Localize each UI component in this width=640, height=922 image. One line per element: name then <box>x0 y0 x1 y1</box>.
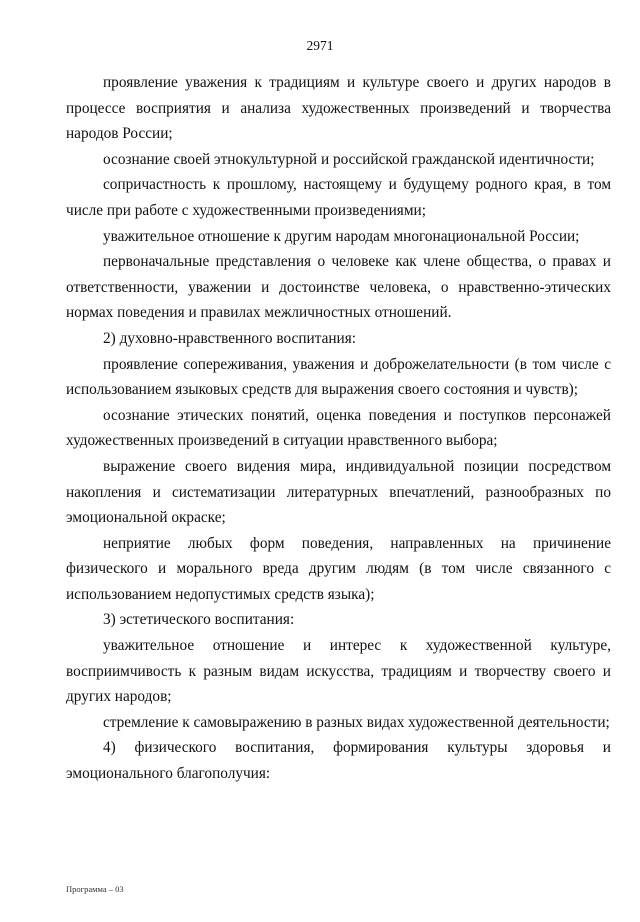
page-footer: Программа – 03 <box>66 884 124 894</box>
section-heading-spiritual-moral: 2) духовно-нравственного воспитания: <box>103 329 357 347</box>
paragraph-empathy: проявление сопереживания, уважения и доброжелательности (в том числе с использованием языковых средств для выражения своего состояния и чувств); <box>66 355 611 399</box>
paragraph-respect-peoples: уважительное отношение к другим народам многонациональной России; <box>103 227 580 245</box>
paragraph-self-expression: стремление к самовыражению в разных видах художественной деятельности; <box>103 713 610 731</box>
paragraph-world-vision: выражение своего видения мира, индивидуальной позиции посредством накопления и систематизации литературных впечатлений, разнообразных по эмоциональной окраске; <box>66 457 611 527</box>
paragraph-human-society: первоначальные представления о человеке как члене общества, о правах и ответственности, уважении и достоинстве человека, о нравственно-этических нормах поведения и правилах межличностных отношений. <box>66 253 611 322</box>
paragraph-ethnocultural-identity: осознание своей этнокультурной и российской гражданской идентичности; <box>103 150 595 168</box>
paragraph-ethical-concepts: осознание этических понятий, оценка поведения и поступков персонажей художественных произведений в ситуации нравственного выбора; <box>66 406 611 450</box>
document-body <box>66 70 611 787</box>
section-heading-physical: 4) физического воспитания, формирования культуры здоровья и эмоционального благополучия: <box>66 739 611 783</box>
page-number: 2971 <box>306 38 334 53</box>
paragraph-respect-traditions: проявление уважения к традициям и культуре своего и других народов в процессе восприятия и анализа художественных произведений и творчества народов России; <box>66 74 611 143</box>
paragraph-art-culture: уважительное отношение и интерес к художественной культуре, восприимчивость к разным видам искусства, традициям и творчеству своего и других народов; <box>66 637 611 706</box>
paragraph-rejection-harm: неприятие любых форм поведения, направленных на причинение физического и морального вреда другим людям (в том числе связанного с использованием недопустимых средств языка); <box>66 534 611 603</box>
paragraph-native-land: сопричастность к прошлому, настоящему и будущему родного края, в том числе при работе с художественными произведениями; <box>66 176 611 219</box>
section-heading-aesthetic: 3) эстетического воспитания: <box>103 611 295 629</box>
